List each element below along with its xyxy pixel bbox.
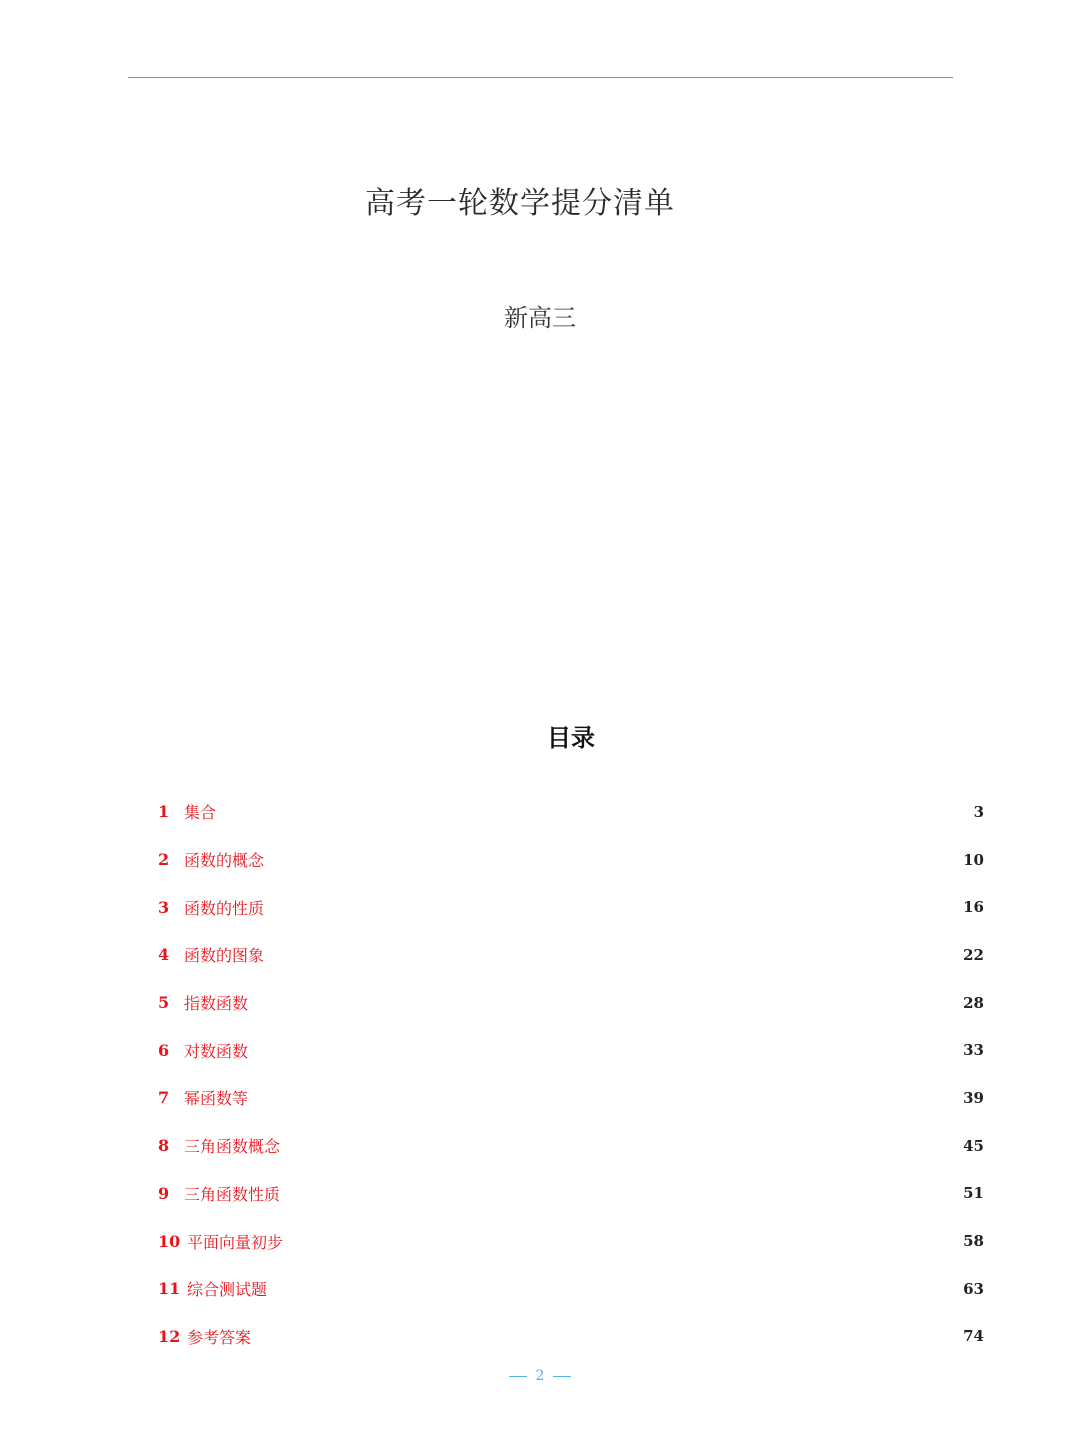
toc-item-page[interactable]: 39 [963, 1088, 984, 1107]
toc-item-label[interactable]: 函数的图象 [184, 946, 265, 966]
toc-item-number: 7 [158, 1088, 170, 1108]
footer-dash-right [553, 1376, 571, 1377]
toc-item-label[interactable]: 指数函数 [184, 994, 249, 1014]
toc-item-label[interactable]: 参考答案 [187, 1327, 252, 1347]
toc-item-3[interactable] [158, 883, 984, 931]
document-subtitle: 新高三 [504, 304, 576, 332]
toc-item-page[interactable]: 51 [963, 1184, 984, 1203]
toc-item-number: 12 [158, 1326, 181, 1346]
toc-item-number: 1 [158, 802, 170, 822]
toc-item-label[interactable]: 函数的概念 [184, 851, 265, 871]
document-title: 高考一轮数学提分清单 [365, 186, 675, 221]
toc-item-number: 5 [158, 993, 170, 1013]
toc-item-number: 9 [158, 1183, 170, 1203]
table-of-contents [158, 788, 984, 1360]
toc-item-page[interactable]: 22 [963, 945, 984, 964]
toc-item-page[interactable]: 74 [963, 1327, 984, 1346]
footer-dash-left [509, 1376, 527, 1377]
toc-item-page[interactable]: 63 [963, 1279, 984, 1298]
toc-item-number: 6 [158, 1040, 170, 1060]
header-rule [128, 77, 953, 78]
toc-item-12[interactable] [158, 1313, 984, 1361]
toc-item-label[interactable]: 三角函数概念 [184, 1137, 281, 1157]
toc-item-8[interactable] [158, 1122, 984, 1170]
toc-item-page[interactable]: 33 [963, 1041, 984, 1060]
toc-item-label[interactable]: 函数的性质 [184, 898, 265, 918]
toc-item-5[interactable] [158, 979, 984, 1027]
toc-item-7[interactable] [158, 1074, 984, 1122]
toc-item-page[interactable]: 28 [963, 993, 984, 1012]
toc-item-number: 2 [158, 850, 170, 870]
toc-item-10[interactable] [158, 1217, 984, 1265]
toc-item-4[interactable] [158, 931, 984, 979]
toc-item-page[interactable]: 45 [963, 1136, 984, 1155]
toc-item-6[interactable] [158, 1026, 984, 1074]
toc-item-number: 3 [158, 897, 170, 917]
toc-item-page[interactable]: 58 [963, 1232, 984, 1251]
toc-item-1[interactable] [158, 788, 984, 836]
toc-item-label[interactable]: 平面向量初步 [187, 1232, 284, 1252]
toc-item-page[interactable]: 16 [963, 898, 984, 917]
toc-item-number: 10 [158, 1231, 181, 1251]
toc-item-number: 8 [158, 1136, 170, 1156]
toc-heading: 目录 [547, 724, 595, 752]
toc-item-page[interactable]: 10 [963, 850, 984, 869]
page-footer [0, 1368, 1080, 1384]
toc-item-page[interactable]: 3 [973, 802, 984, 821]
toc-item-label[interactable]: 对数函数 [184, 1041, 249, 1061]
toc-item-11[interactable] [158, 1265, 984, 1313]
toc-item-number: 11 [158, 1279, 181, 1299]
toc-item-2[interactable] [158, 836, 984, 884]
page-number: 2 [535, 1368, 545, 1384]
toc-item-label[interactable]: 综合测试题 [187, 1280, 268, 1300]
toc-item-number: 4 [158, 945, 170, 965]
toc-item-9[interactable] [158, 1170, 984, 1218]
toc-item-label[interactable]: 集合 [184, 803, 217, 823]
toc-item-label[interactable]: 三角函数性质 [184, 1184, 281, 1204]
toc-item-label[interactable]: 幂函数等 [184, 1089, 249, 1109]
